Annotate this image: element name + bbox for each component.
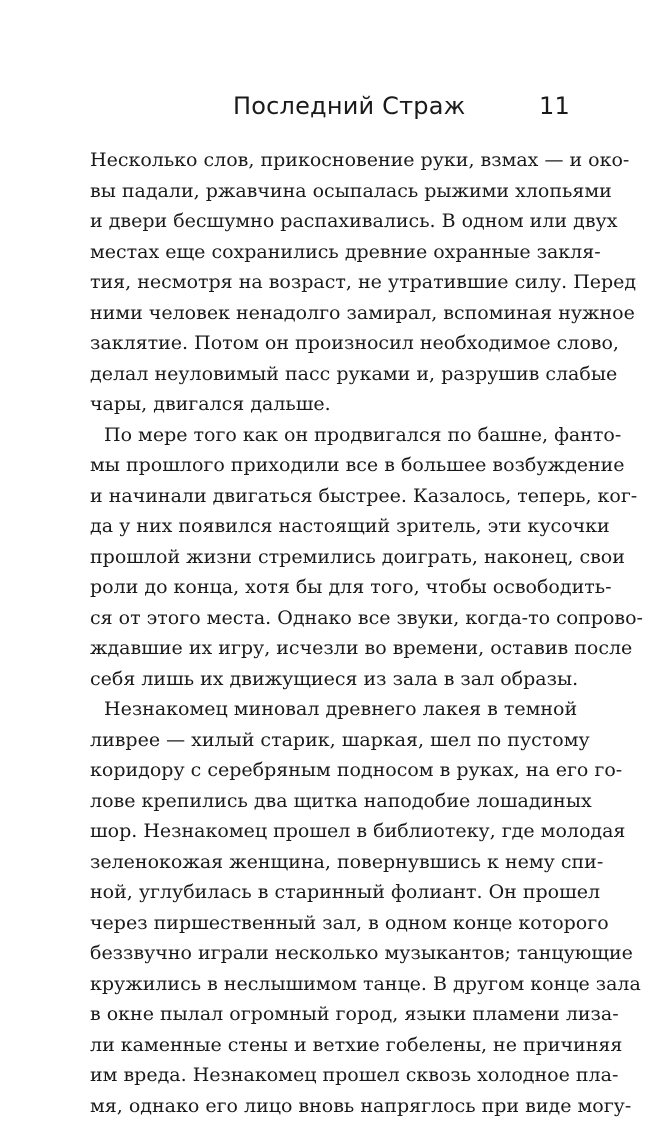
text-line: местах еще сохранились древние охранные закля- <box>90 237 570 268</box>
body-text <box>90 145 570 1121</box>
text-line: да у них появился настоящий зритель, эти кусочки <box>90 511 570 542</box>
text-line: заклятие. Потом он произносил необходимое слово, <box>90 328 570 359</box>
page-number: 11 <box>539 92 570 120</box>
text-line: ливрее — хилый старик, шаркая, шел по пустому <box>90 725 570 756</box>
text-line: прошлой жизни стремились доиграть, наконец, свои <box>90 542 570 573</box>
running-title: Последний Страж <box>233 92 465 120</box>
text-line: вы падали, ржавчина осыпалась рыжими хлопьями <box>90 176 570 207</box>
text-line: и начинали двигаться быстрее. Казалось, теперь, ког- <box>90 481 570 512</box>
text-line: в окне пылал огромный город, языки пламени лиза- <box>90 999 570 1030</box>
running-head <box>90 92 580 126</box>
text-line: По мере того как он продвигался по башне, фанто- <box>90 420 570 451</box>
text-line: через пиршественный зал, в одном конце которого <box>90 908 570 939</box>
text-line: ли каменные стены и ветхие гобелены, не причиняя <box>90 1030 570 1061</box>
text-line: себя лишь их движущиеся из зала в зал образы. <box>90 664 570 695</box>
text-line: Незнакомец миновал древнего лакея в темной <box>90 694 570 725</box>
text-line: тия, несмотря на возраст, не утратившие силу. Перед <box>90 267 570 298</box>
text-line: Несколько слов, прикосновение руки, взмах — и око- <box>90 145 570 176</box>
text-line: лове крепились два щитка наподобие лошадиных <box>90 786 570 817</box>
text-line: делал неуловимый пасс руками и, разрушив слабые <box>90 359 570 390</box>
text-line: ними человек ненадолго замирал, вспоминая нужное <box>90 298 570 329</box>
text-line: кружились в неслышимом танце. В другом конце зала <box>90 969 570 1000</box>
text-line: им вреда. Незнакомец прошел сквозь холодное пла- <box>90 1060 570 1091</box>
text-line: и двери бесшумно распахивались. В одном или двух <box>90 206 570 237</box>
text-line: мы прошлого приходили все в большее возбуждение <box>90 450 570 481</box>
text-line: шор. Незнакомец прошел в библиотеку, где молодая <box>90 816 570 847</box>
text-line: мя, однако его лицо вновь напряглось при виде могу- <box>90 1091 570 1121</box>
text-line: ной, углубилась в старинный фолиант. Он прошел <box>90 877 570 908</box>
text-line: чары, двигался дальше. <box>90 389 570 420</box>
text-line: ждавшие их игру, исчезли во времени, оставив после <box>90 633 570 664</box>
text-line: беззвучно играли несколько музыкантов; танцующие <box>90 938 570 969</box>
text-line: роли до конца, хотя бы для того, чтобы освободить- <box>90 572 570 603</box>
text-line: ся от этого места. Однако все звуки, когда-то сопрово- <box>90 603 570 634</box>
text-line: зеленокожая женщина, повернувшись к нему спи- <box>90 847 570 878</box>
text-line: коридору с серебряным подносом в руках, на его го- <box>90 755 570 786</box>
